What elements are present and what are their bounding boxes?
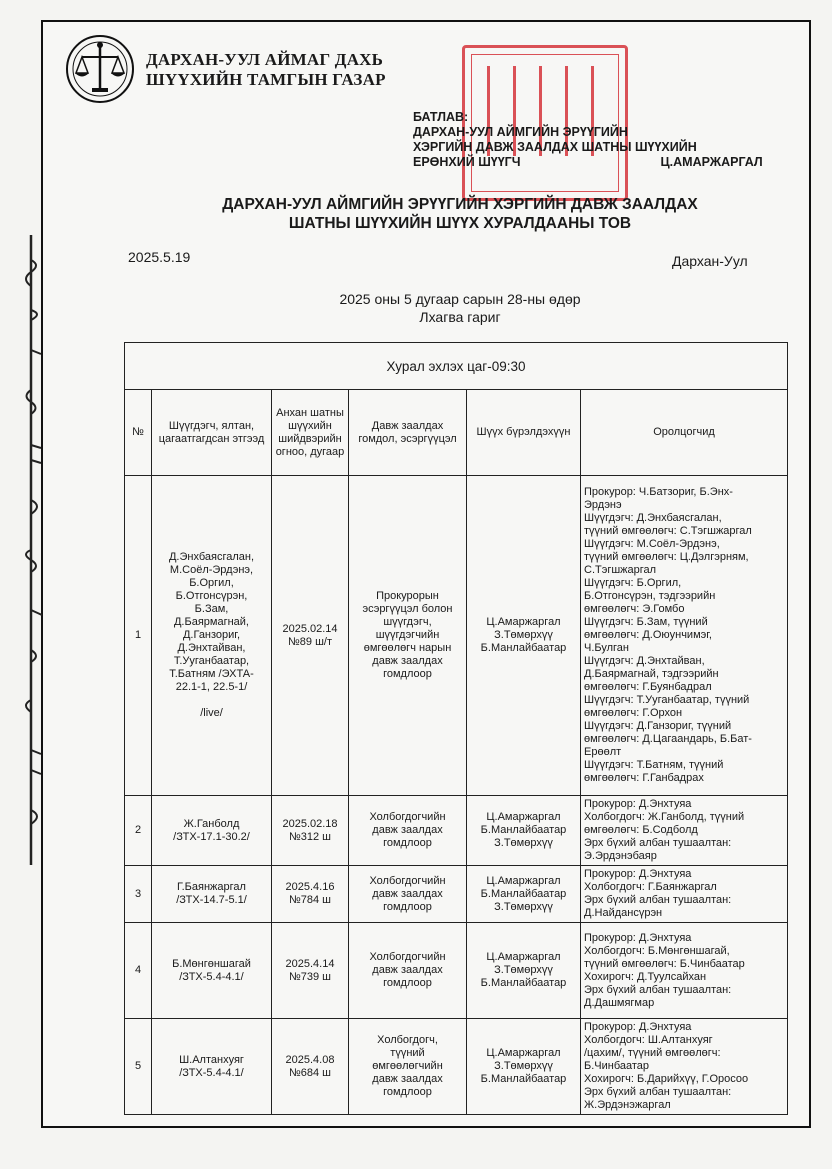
title-line-2: ШАТНЫ ШҮҮХИЙН ШҮҮХ ХУРАЛДААНЫ ТОВ: [288, 215, 632, 232]
row-appeal: Холбогдогчийн давж заалдах гомдлоор: [349, 923, 467, 1019]
session-date-text: 2025 оны 5 дугаар сарын 28-ны өдөр: [339, 291, 581, 307]
row-first-instance: 2025.4.08 №684 ш: [272, 1019, 349, 1115]
row-panel: Ц.Амаржаргал З.Төмөрхүү Б.Манлайбаатар: [467, 1019, 581, 1115]
start-time-banner: Хурал эхлэх цаг-09:30: [125, 343, 788, 390]
header-no: №: [125, 390, 152, 476]
row-panel: Ц.Амаржаргал Б.Манлайбаатар З.Төмөрхүү: [467, 866, 581, 923]
table-header-row: [125, 390, 788, 476]
court-emblem: [64, 33, 136, 105]
row-no: 3: [125, 866, 152, 923]
row-defendant: Б.Мөнгөншагай /ЗТХ-5.4-4.1/: [152, 923, 272, 1019]
row-no: 4: [125, 923, 152, 1019]
session-weekday: Лхагва гариг: [419, 309, 501, 325]
mongol-script-text: [14, 230, 48, 870]
row-no: 2: [125, 796, 152, 866]
session-date: [150, 290, 770, 326]
approval-line-1: ДАРХАН-УУЛ АЙМГИЙН ЭРҮҮГИЙН: [413, 125, 628, 139]
row-first-instance: 2025.02.18 №312 ш: [272, 796, 349, 866]
row-defendant: Ш.Алтанхуяг /ЗТХ-5.4-4.1/: [152, 1019, 272, 1115]
organization-name: [146, 50, 386, 90]
row-participants: Прокурор: Д.Энхтуяа Холбогдогч: Ш.Алтанхуяг /цахим/, түүний өмгөөлөгч: Б.Чинбаатар Хохирогч: Б.Дарийхүү, Г.Оросоо Эрх бүхий албан тушаалтан: Ж.Эрдэнэжаргал: [581, 1019, 788, 1115]
row-panel: Ц.Амаржаргал З.Төмөрхүү Б.Манлайбаатар: [467, 476, 581, 796]
row-first-instance: 2025.4.16 №784 ш: [272, 866, 349, 923]
header-panel: Шүүх бүрэлдэхүүн: [467, 390, 581, 476]
header-first-instance: Анхан шатны шүүхийн шийдвэрийн огноо, дугаар: [272, 390, 349, 476]
title-line-1: ДАРХАН-УУЛ АЙМГИЙН ЭРҮҮГИЙН ХЭРГИЙН ДАВЖ ЗААЛДАХ: [222, 196, 698, 213]
court-scales-emblem-icon: [64, 33, 136, 105]
row-participants: Прокурор: Д.Энхтуяа Холбогдогч: Б.Мөнгөншагай, түүний өмгөөлөгч: Б.Чинбаатар Хохирогч: Д.Туулсайхан Эрх бүхий албан тушаалтан: Д.Дашмягмар: [581, 923, 788, 1019]
approval-block: [413, 110, 763, 170]
header-defendant: Шүүгдэгч, ялтан, цагаатгагдсан этгээд: [152, 390, 272, 476]
header-participants: Оролцогчид: [581, 390, 788, 476]
row-panel: Ц.Амаржаргал Б.Манлайбаатар З.Төмөрхүү: [467, 796, 581, 866]
document-date: 2025.5.19: [128, 249, 191, 265]
header-appeal: Давж заалдах гомдол, эсэргүүцэл: [349, 390, 467, 476]
approval-label: БАТЛАВ:: [413, 110, 469, 124]
mongol-script-icon: [14, 230, 48, 870]
document-title: [150, 195, 770, 233]
row-appeal: Холбогдогч, түүний өмгөөлөгчийн давж заалдах гомдлоор: [349, 1019, 467, 1115]
approval-signer: Ц.АМАРЖАРГАЛ: [660, 155, 763, 169]
approval-line-3: ЕРӨНХИЙ ШҮҮГЧ: [413, 155, 521, 169]
row-panel: Ц.Амаржаргал З.Төмөрхүү Б.Манлайбаатар: [467, 923, 581, 1019]
row-participants: Прокурор: Ч.Батзориг, Б.Энх- Эрдэнэ Шүүгдэгч: Д.Энхбаясгалан, түүний өмгөөлөгч: С.Тэгшжаргал Шүүгдэгч: М.Соёл-Эрдэнэ, түүний өмгөөлөгч: Ц.Дэлгэрням, С.Тэгшжаргал Шүүгдэгч: Б.Оргил, Б.Отгонсүрэн, тэдгээрийн өмгөөлөгч: Э.Гомбо Шүүгдэгч: Б.Зам, түүний өмгөөлөгч: Д.Оюунчимэг, Ч.Булган Шүүгдэгч: Д.Энхтайван, Д.Баярмагнай, тэдгээрийн өмгөөлөгч: Г.Буянбадрал Шүүгдэгч: Т.Ууганбаатар, түүний өмгөөлөгч: Г.Орхон Шүүгдэгч: Д.Ганзориг, түүний өмгөөлөгч: Д.Цагаандарь, Б.Бат- Ерөөлт Шүүгдэгч: Т.Батням, түүний өмгөөлөгч: Г.Ганбадрах: [581, 476, 788, 796]
row-appeal: Холбогдогчийн давж заалдах гомдлоор: [349, 866, 467, 923]
row-no: 1: [125, 476, 152, 796]
table-row: [125, 1019, 788, 1115]
table-row: [125, 923, 788, 1019]
row-first-instance: 2025.02.14 №89 ш/т: [272, 476, 349, 796]
row-defendant: Д.Энхбаясгалан, М.Соёл-Эрдэнэ, Б.Оргил, Б.Отгонсүрэн, Б.Зам, Д.Баярмагнай, Д.Ганзориг, Д.Энхтайван, Т.Ууганбаатар, Т.Батням /ЭХТА- 22.1-1, 22.5-1/ /live/: [152, 476, 272, 796]
document-place: Дархан-Уул: [672, 253, 748, 269]
row-participants: Прокурор: Д.Энхтуяа Холбогдогч: Ж.Ганболд, түүний өмгөөлөгч: Б.Содболд Эрх бүхий албан тушаалтан: Э.Эрдэнэбаяр: [581, 796, 788, 866]
org-line-2: ШҮҮХИЙН ТАМГЫН ГАЗАР: [146, 70, 386, 89]
table-row: [125, 476, 788, 796]
approval-line-2: ХЭРГИЙН ДАВЖ ЗААЛДАХ ШАТНЫ ШҮҮХИЙН: [413, 140, 697, 154]
row-appeal: Холбогдогчийн давж заалдах гомдлоор: [349, 796, 467, 866]
row-first-instance: 2025.4.14 №739 ш: [272, 923, 349, 1019]
table-row: [125, 796, 788, 866]
row-defendant: Г.Баянжаргал /ЗТХ-14.7-5.1/: [152, 866, 272, 923]
row-appeal: Прокурорын эсэргүүцэл болон шүүгдэгч, шүүгдэгчийн өмгөөлөгч нарын давж заалдах гомдлоор: [349, 476, 467, 796]
org-line-1: ДАРХАН-УУЛ АЙМАГ ДАХЬ: [146, 50, 384, 69]
row-defendant: Ж.Ганболд /ЗТХ-17.1-30.2/: [152, 796, 272, 866]
hearing-schedule-table: [124, 342, 788, 1115]
row-no: 5: [125, 1019, 152, 1115]
row-participants: Прокурор: Д.Энхтуяа Холбогдогч: Г.Баянжаргал Эрх бүхий албан тушаалтан: Д.Найдансүрэн: [581, 866, 788, 923]
table-row: [125, 866, 788, 923]
